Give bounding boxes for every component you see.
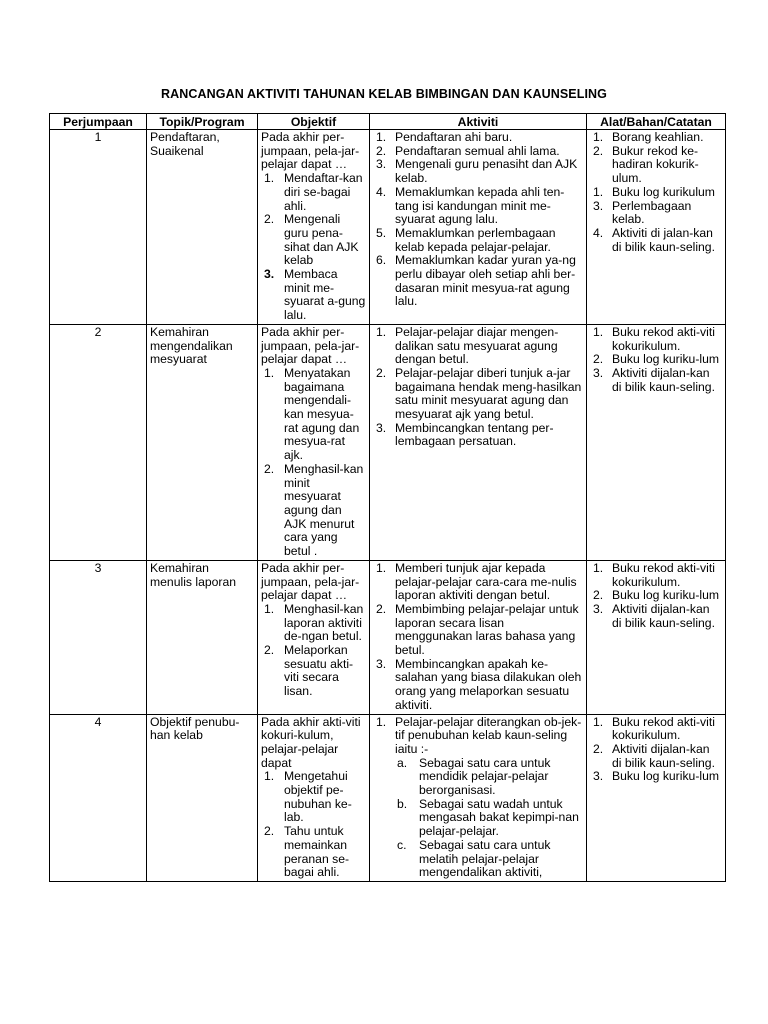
objective-cell: [258, 130, 370, 325]
table-row: [50, 560, 726, 714]
list-item: 1. Buku rekod akti-viti kokurikulum.: [593, 714, 715, 743]
table-header-row: [50, 114, 726, 130]
list-item: 1. Menghasil-kan laporan aktiviti de-ngan betul.: [264, 601, 364, 644]
tools-cell: [587, 324, 726, 560]
list-item: 3. Aktiviti dijalan-kan di bilik kaun-seling.: [593, 365, 715, 394]
list-item: 1. Pelajar-pelajar diajar mengen-dalikan satu mesyuarat agung dengan betul.: [376, 324, 559, 367]
list-item: 3. Membincangkan apakah ke-salahan yang biasa dilakukan oleh orang yang melaporkan sesuatu aktiviti.: [376, 656, 582, 712]
list-item: 2. Melaporkan sesuatu akti-viti secara lisan.: [264, 643, 354, 699]
list-item: 2. Mengenali guru pena-sihat dan AJK kelab: [264, 212, 359, 268]
sub-list-item: a. Sebagai satu cara untuk mendidik pelajar-pelajar berorganisasi.: [397, 755, 551, 798]
session-number: 2: [50, 324, 147, 560]
list-item: 1. Mendaftar-kan diri se-bagai ahli.: [264, 171, 363, 213]
table-row: [50, 714, 726, 881]
list-item: 1. Buku rekod akti-viti kokurikulum.: [593, 560, 715, 589]
list-item: 3. Buku log kuriku-lum: [593, 769, 720, 784]
list-item: 2. Buku log kuriku-lum: [593, 588, 720, 603]
header-alat: Alat/Bahan/Catatan: [587, 114, 726, 130]
list-item: 1. Buku rekod akti-viti kokurikulum.: [593, 324, 715, 353]
list-item: 5. Memaklumkan perlembagaan kelab kepada pelajar-pelajar.: [376, 225, 556, 254]
objective-intro: Pada akhir per-jumpaan, pela-jar-pelajar dapat …: [261, 130, 360, 172]
list-item: 1. Memberi tunjuk ajar kepada pelajar-pelajar cara-cara me-nulis laporan aktiviti dengan betul.: [376, 560, 577, 603]
list-item: 4. Memaklumkan kepada ahli ten-tang isi kandungan minit me-syuarat agung lalu.: [376, 184, 565, 227]
activity-cell: [370, 560, 587, 714]
session-number: 3: [50, 560, 147, 714]
activity-plan-table: [49, 113, 726, 882]
list-item: 3. Mengenali guru penasiht dan AJK kelab.: [376, 157, 578, 186]
session-number: 1: [50, 130, 147, 325]
sub-list-item: c. Sebagai satu cara untuk melatih pelajar-pelajar mengendalikan aktiviti,: [397, 837, 551, 880]
list-item: 1. Pelajar-pelajar diterangkan ob-jek-tif penubuhan kelab kaun-seling iaitu :- a. Sebagai satu cara untuk mendidik pelajar-pelajar berorganisasi. b. Sebagai satu wadah untuk mengasah bakat kepimpi-nan pelajar-pelajar. c. Sebagai satu cara untuk melatih pelajar-pelajar mengendalikan aktiviti,: [376, 714, 582, 880]
objective-intro: Pada akhir per-jumpaan, pela-jar-pelajar dapat …: [261, 324, 360, 367]
activity-cell: [370, 324, 587, 560]
header-perjumpaan: Perjumpaan: [50, 114, 147, 130]
list-item: 4. Aktiviti di jalan-kan di bilik kaun-seling.: [593, 225, 715, 254]
sub-list-item: b. Sebagai satu wadah untuk mengasah bakat kepimpi-nan pelajar-pelajar.: [397, 796, 579, 839]
header-aktiviti: Aktiviti: [370, 114, 587, 130]
list-item: 1. Mengetahui objektif pe-nubuhan ke-lab.: [264, 769, 352, 825]
list-item: 2. Bukur rekod ke-hadiran kokurik-ulum.: [593, 143, 699, 186]
topic-cell: Objektif penubu-han kelab: [147, 714, 258, 881]
list-item: 2. Buku log kuriku-lum: [593, 352, 720, 367]
activity-cell: [370, 130, 587, 325]
objective-intro: Pada akhir per-jumpaan, pela-jar-pelajar dapat …: [261, 560, 360, 603]
session-number: 4: [50, 714, 147, 881]
header-objektif: Objektif: [258, 114, 370, 130]
list-item: 1. Borang keahlian.: [593, 130, 704, 144]
list-item: 3. Perlembagaan kelab.: [593, 198, 692, 227]
list-item: 2. Pelajar-pelajar diberi tunjuk a-jar bagaimana hendak meng-hasilkan satu minit mesyuarat agung dan mesyuarat ajk yang betul.: [376, 365, 582, 422]
list-item: 2. Aktiviti dijalan-kan di bilik kaun-seling.: [593, 741, 715, 770]
list-item: 6. Memaklumkan kadar yuran ya-ng perlu dibayar oleh setiap ahli ber-dasaran minit mesyua-rat agung lalu.: [376, 253, 576, 309]
objective-intro: Pada akhir akti-viti kokuri-kulum, pelajar-pelajar dapat: [261, 714, 361, 770]
table-row: [50, 324, 726, 560]
list-item: 3. Membaca minit me-syuarat a-gung lalu.: [264, 267, 366, 323]
list-item: 2. Pendaftaran semual ahli lama.: [376, 143, 560, 158]
list-item: 3. Aktiviti dijalan-kan di bilik kaun-seling.: [593, 601, 715, 630]
topic-cell: Pendaftaran, Suaikenal: [147, 130, 258, 325]
activity-cell: [370, 714, 587, 881]
topic-cell: Kemahiran menulis laporan: [147, 560, 258, 714]
objective-cell: [258, 324, 370, 560]
table-row: [50, 130, 726, 325]
objective-cell: [258, 560, 370, 714]
tools-cell: [587, 130, 726, 325]
list-item: 3. Membincangkan tentang per-lembagaan persatuan.: [376, 420, 554, 449]
list-item: 2. Menghasil-kan minit mesyuarat agung dan AJK menurut cara yang betul .: [264, 461, 364, 559]
objective-cell: [258, 714, 370, 881]
list-item: 1. Buku log kurikulum: [593, 184, 715, 199]
document-title: RANCANGAN AKTIVITI TAHUNAN KELAB BIMBINGAN DAN KAUNSELING: [161, 87, 607, 101]
tools-cell: [587, 714, 726, 881]
list-item: 1. Menyatakan bagaimana mengendali-kan mesyua-rat agung dan mesyua-rat ajk.: [264, 365, 360, 463]
tools-cell: [587, 560, 726, 714]
header-topik: Topik/Program: [147, 114, 258, 130]
list-item: 1. Pendaftaran ahi baru.: [376, 130, 513, 144]
topic-cell: Kemahiran mengendalikan mesyuarat: [147, 324, 258, 560]
list-item: 2. Tahu untuk memainkan peranan se-bagai ahli.: [264, 824, 350, 880]
list-item: 2. Membimbing pelajar-pelajar untuk laporan secara lisan menggunakan laras bahasa yang betul.: [376, 601, 579, 658]
